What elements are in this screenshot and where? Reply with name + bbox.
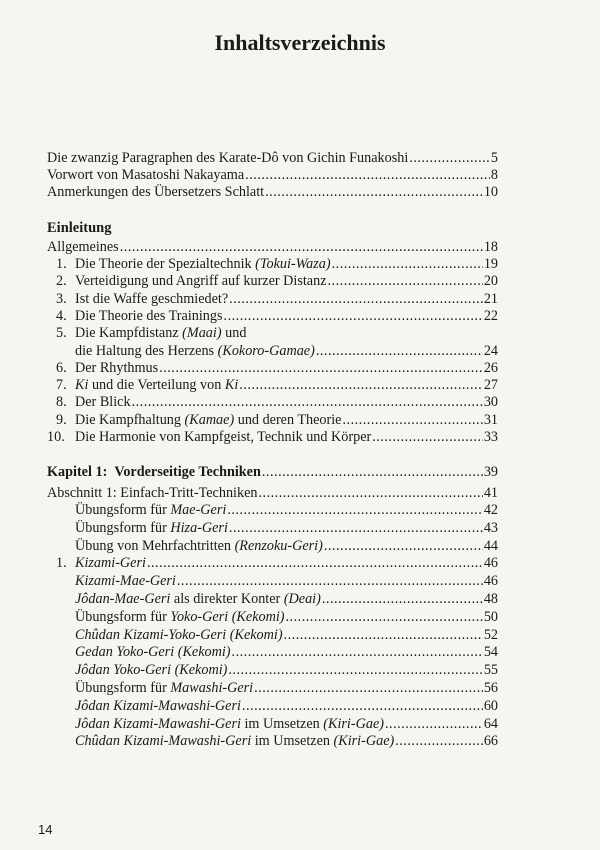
toc-entry (56, 291, 498, 308)
toc-entry (56, 609, 498, 626)
entry-term: Jôdan Kizami-Mawashi-Geri (75, 697, 241, 714)
entry-number: 9. (56, 411, 67, 428)
entry-label: Übungsform für Mawashi-Geri (75, 680, 254, 696)
entry-term: (Tokui-Waza) (255, 256, 331, 272)
entry-term: Jôdan Kizami-Mawashi-Geri (75, 715, 241, 732)
entry-label: 1. Die Theorie der Spezialtechnik (Tokui-Waza) (56, 256, 331, 272)
entry-number: 7. (56, 377, 67, 394)
dot-leader (229, 520, 483, 537)
dot-leader (254, 680, 483, 697)
toc-entry (56, 716, 498, 733)
toc-entry (56, 273, 498, 290)
dot-leader (242, 698, 483, 715)
dot-leader (284, 627, 483, 644)
entry-page: 64 (483, 715, 498, 732)
entry-page: 33 (483, 429, 498, 445)
toc-entry (56, 308, 498, 325)
entry-page: 24 (483, 342, 498, 359)
entry-label: 4. Die Theorie des Trainings (56, 307, 223, 324)
entry-label: 10. Die Harmonie von Kampfgeist, Technik und Körper (47, 429, 372, 445)
entry-label (56, 662, 227, 679)
toc-entry (56, 538, 498, 555)
toc-entry (47, 150, 498, 167)
entry-label: 8. Der Blick (56, 394, 131, 411)
dot-leader (262, 464, 483, 481)
toc-entry (56, 733, 498, 750)
entry-label: 6. Der Rhythmus (56, 359, 159, 376)
toc-entry (56, 555, 498, 572)
toc-entry (56, 412, 498, 429)
dot-leader (224, 308, 483, 325)
entry-label: Anmerkungen des Übersetzers Schlatt (47, 184, 265, 200)
toc-entry (56, 325, 498, 342)
entry-term: Ki (224, 377, 239, 394)
chapter-entry (47, 464, 498, 481)
toc-entry (47, 167, 498, 184)
entry-page: 21 (483, 290, 498, 307)
entry-page: 46 (483, 555, 498, 572)
entry-label: 7. Ki und die Verteilung von Ki (56, 377, 239, 394)
toc-entry (47, 485, 498, 502)
entry-number: 4. (56, 307, 67, 324)
entry-page: 22 (483, 307, 498, 324)
entry-page: 52 (483, 626, 498, 643)
entry-label: 3. Ist die Waffe geschmiedet? (56, 290, 229, 307)
entry-page: 56 (483, 680, 498, 696)
dot-leader (372, 429, 483, 446)
entry-number: 8. (56, 394, 67, 411)
entry-page: 60 (483, 697, 498, 714)
entry-label: Jôdan-Mae-Geri als direkter Konter (Deai) (75, 591, 321, 607)
toc-entry (56, 591, 498, 608)
entry-number: 1. (56, 256, 67, 272)
dot-leader (159, 360, 483, 377)
page-number: 14 (38, 822, 53, 837)
entry-label: Abschnitt 1: Einfach-Tritt-Techniken (47, 485, 258, 501)
entry-page: 55 (483, 662, 498, 679)
toc-entry (56, 573, 498, 590)
entry-label (56, 644, 231, 661)
entry-label: Die zwanzig Paragraphen des Karate-Dô von Gichin Funakoshi (47, 150, 409, 166)
entry-page: 48 (483, 591, 498, 607)
toc-entry (56, 520, 498, 537)
dot-leader (265, 184, 483, 201)
entry-term: (Kokoro-Gamae) (217, 342, 315, 359)
entry-term: Kizami-Mae-Geri (75, 573, 176, 590)
entry-page: 18 (483, 239, 498, 255)
entry-term: Ki (75, 377, 89, 394)
dot-leader (177, 573, 483, 590)
entry-label (56, 698, 241, 715)
entry-term: (Maai) (182, 325, 222, 342)
dot-leader (258, 485, 482, 502)
toc-entry (56, 698, 498, 715)
entry-number: 2. (56, 273, 67, 290)
entry-page: 20 (483, 273, 498, 290)
entry-label: 9. Die Kampfhaltung (Kamae) und deren Theorie (56, 411, 342, 428)
entry-page: 26 (483, 359, 498, 376)
dot-leader (324, 538, 483, 555)
entry-number: 3. (56, 290, 67, 307)
entry-page: 30 (483, 394, 498, 411)
entry-label: Übungsform für Hiza-Geri (75, 519, 228, 536)
toc-entry (56, 394, 498, 411)
toc-entry (56, 502, 498, 519)
toc-entry (47, 239, 498, 256)
entry-page: 42 (483, 502, 498, 518)
entry-label: Vorwort von Masatoshi Nakayama (47, 167, 245, 183)
toc-entry (47, 184, 498, 201)
entry-page: 5 (490, 150, 498, 166)
entry-label: Übung von Mehrfachtritten (Renzoku-Geri) (75, 537, 323, 554)
dot-leader (229, 291, 483, 308)
entry-term: Kizami-Geri (75, 555, 146, 572)
entry-number: 6. (56, 359, 67, 376)
entry-term: Chûdan Kizami-Yoko-Geri (Kekomi) (75, 626, 283, 643)
dot-leader (322, 591, 483, 608)
entry-term: Yoko-Geri (Kekomi) (170, 608, 285, 625)
entry-page: 39 (483, 464, 498, 480)
entry-label (56, 573, 176, 590)
entry-page: 46 (483, 573, 498, 590)
dot-leader (132, 394, 483, 411)
entry-page: 27 (483, 377, 498, 394)
dot-leader (239, 377, 483, 394)
entry-label (47, 464, 261, 481)
entry-label: Übungsform für Mae-Geri (75, 502, 227, 518)
entry-term: Hiza-Geri (170, 519, 228, 536)
entry-term: (Renzoku-Geri) (234, 537, 323, 554)
toc-entry (56, 680, 498, 697)
entry-label: die Haltung des Herzens (Kokoro-Gamae) (75, 342, 315, 359)
entry-term: (Kiri-Gae) (333, 733, 395, 750)
dot-leader (228, 662, 482, 679)
dot-leader (120, 239, 483, 256)
entry-page: 8 (490, 167, 498, 183)
dot-leader (286, 609, 483, 626)
entry-page: 43 (483, 519, 498, 536)
entry-term: Mae-Geri (170, 502, 227, 518)
dot-leader (147, 555, 483, 572)
toc-entry (56, 627, 498, 644)
entry-page: 50 (483, 608, 498, 625)
dot-leader (409, 150, 490, 167)
dot-leader (332, 256, 483, 273)
toc-entry (47, 429, 498, 446)
entry-number: 10. (47, 429, 65, 445)
entry-page: 54 (483, 644, 498, 661)
dot-leader (342, 412, 482, 429)
entry-term: (Kamae) (184, 411, 235, 428)
entry-label (56, 555, 146, 572)
page-title: Inhaltsverzeichnis (214, 30, 386, 55)
dot-leader (385, 716, 483, 733)
entry-label: 2. Verteidigung und Angriff auf kurzer Distanz (56, 273, 327, 290)
dot-leader (316, 343, 483, 360)
dot-leader (328, 273, 483, 290)
section-heading: Einleitung (47, 220, 112, 236)
entry-term: Jôdan Yoko-Geri (Kekomi) (75, 662, 228, 679)
entry-page: 44 (483, 537, 498, 554)
entry-number: 1. (56, 555, 67, 572)
entry-page: 66 (483, 733, 498, 750)
entry-page: 41 (483, 485, 498, 501)
toc-entry (56, 662, 498, 679)
entry-label: Chûdan Kizami-Mawashi-Geri im Umsetzen (Kiri-Gae) (75, 733, 395, 750)
dot-leader (227, 502, 483, 519)
entry-term: (Kiri-Gae) (323, 715, 384, 732)
entry-label: Allgemeines (47, 239, 119, 255)
entry-label: 5. Die Kampfdistanz (Maai) und (56, 325, 247, 342)
entry-page: 31 (483, 411, 498, 428)
entry-term: Gedan Yoko-Geri (Kekomi) (75, 644, 231, 661)
dot-leader (232, 644, 483, 661)
toc-entry (56, 256, 498, 273)
toc-entry (56, 360, 498, 377)
entry-label (56, 627, 283, 644)
entry-page: 10 (483, 184, 498, 200)
entry-term: Chûdan Kizami-Mawashi-Geri (75, 733, 252, 750)
entry-term: Mawashi-Geri (170, 680, 254, 696)
chapter-title: Vorderseitige Techniken (114, 464, 261, 480)
entry-page: 19 (483, 256, 498, 272)
chapter-label: Kapitel 1: (47, 464, 115, 480)
toc-entry (56, 343, 498, 360)
entry-number: 5. (56, 325, 67, 342)
entry-term: Jôdan-Mae-Geri (75, 591, 171, 607)
entry-term: (Deai) (283, 591, 321, 607)
entry-label: Übungsform für Yoko-Geri (Kekomi) (75, 608, 285, 625)
toc-entry (56, 644, 498, 661)
dot-leader (395, 733, 483, 750)
dot-leader (245, 167, 490, 184)
toc-entry (56, 377, 498, 394)
entry-label: Jôdan Kizami-Mawashi-Geri im Umsetzen (Kiri-Gae) (75, 715, 384, 732)
